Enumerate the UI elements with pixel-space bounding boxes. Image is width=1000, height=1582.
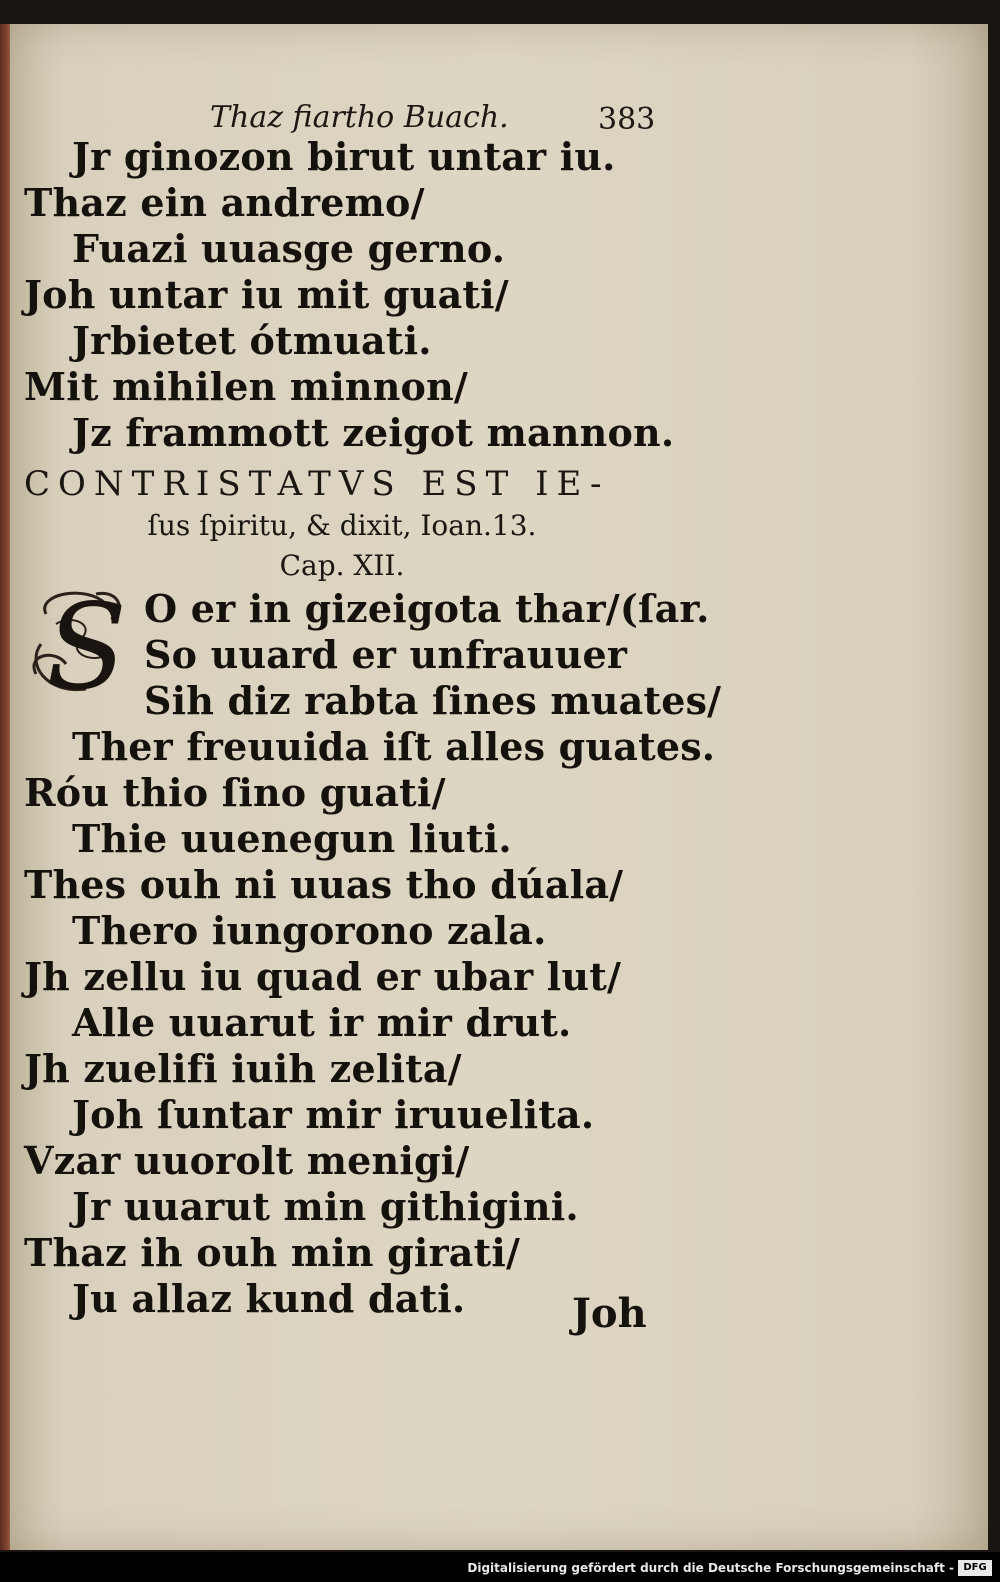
verse-line: Sih diz rabta ſines muates/ bbox=[144, 678, 722, 723]
verse-line: Joh untar iu mit guati/ bbox=[24, 272, 509, 317]
verse-line: Jrbietet ótmuati. bbox=[72, 318, 432, 363]
verse-line: Vzar uuorolt menigi/ bbox=[24, 1138, 470, 1183]
verse-line: Thaz ein andremo/ bbox=[24, 180, 425, 225]
show-through-smudge bbox=[40, 1296, 49, 1329]
verse-line: Jh zuelifi iuih zelita/ bbox=[24, 1046, 462, 1091]
drop-cap: S bbox=[46, 578, 127, 716]
verse-line: Ju allaz kund dati. bbox=[72, 1276, 466, 1321]
verse-line: So uuard er unfrauuer bbox=[144, 632, 628, 677]
verse-line: O er in gizeigota thar/(ſar. bbox=[144, 586, 710, 631]
catchword: Joh bbox=[572, 1290, 647, 1337]
verse-line: Thero iungorono zala. bbox=[72, 908, 547, 953]
chapter-heading-line-3: Cap. XII. bbox=[279, 549, 405, 582]
verses-chapter bbox=[24, 586, 722, 1322]
chapter-heading-line-2: ſus ſpiritu, & dixit, Ioan.13. bbox=[147, 509, 537, 542]
dfg-logo: DFG bbox=[958, 1560, 992, 1576]
page-number: 383 bbox=[598, 102, 656, 137]
verse-line: Jh zellu iu quad er ubar lut/ bbox=[24, 954, 622, 999]
verse-line: Thie uuenegun liuti. bbox=[72, 816, 512, 861]
chapter-heading-line-1: CONTRISTATVS EST IE- bbox=[24, 464, 610, 504]
chapter-heading bbox=[24, 462, 660, 586]
verse-line: Mit mihilen minnon/ bbox=[24, 364, 469, 409]
verse-line: Jr ginozon birut untar iu. bbox=[72, 134, 616, 179]
footer-credit: Digitalisierung gefördert durch die Deutsche Forschungsgemeinschaft - bbox=[467, 1561, 954, 1575]
verse-line: Thaz ih ouh min girati/ bbox=[24, 1230, 521, 1275]
verses-before bbox=[24, 134, 674, 456]
verse-line: Jr uuarut min githigini. bbox=[72, 1184, 579, 1229]
verse-line: Ther freuuida iſt alles guates. bbox=[72, 724, 716, 769]
footer-bar bbox=[0, 1552, 1000, 1582]
running-head-title: Thaz fiartho Buach. bbox=[210, 100, 509, 135]
verse-line: Thes ouh ni uuas tho dúala/ bbox=[24, 862, 624, 907]
verse-line: Alle uuarut ir mir drut. bbox=[72, 1000, 572, 1045]
verse-line: Jz frammott zeigot mannon. bbox=[72, 410, 675, 455]
verse-line: Joh ſuntar mir iruuelita. bbox=[72, 1092, 595, 1137]
verse-line: Fuazi uuasge gerno. bbox=[72, 226, 506, 271]
verse-line: Róu thio ſino guati/ bbox=[24, 770, 446, 815]
